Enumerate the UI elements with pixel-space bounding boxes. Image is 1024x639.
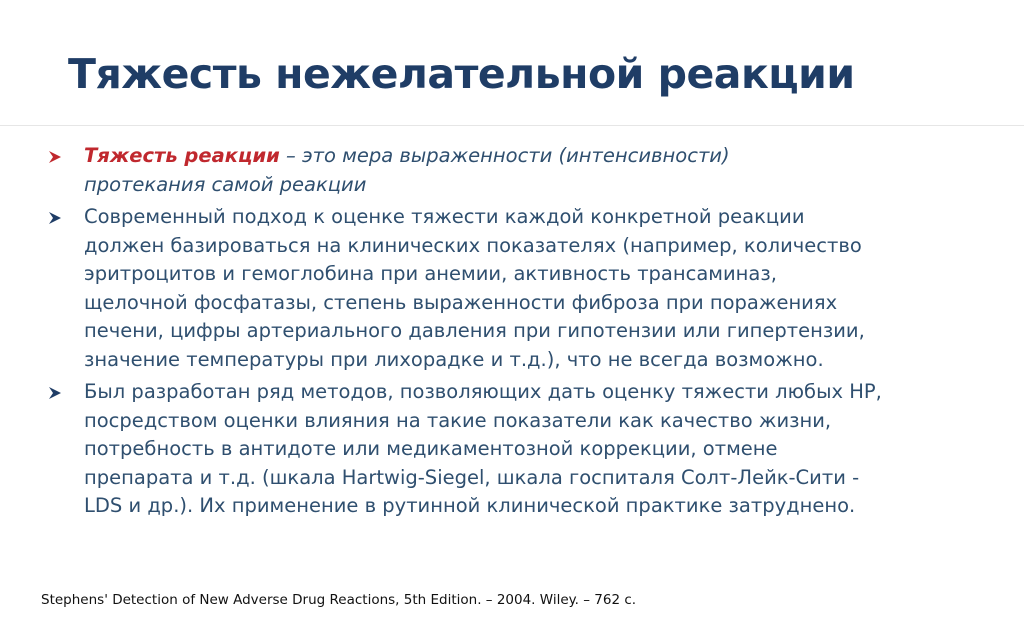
bullet-line: печени, цифры артериального давления при гипотензии или гипертензии, (84, 319, 865, 342)
bullet-line: посредством оценки влияния на такие показатели как качество жизни, (84, 408, 832, 432)
bullet-line: потребность в антидоте или медикаментозной коррекции, отмене (84, 437, 778, 460)
bullet-line: эритроцитов и гемоглобина при анемии, активность трансаминаз, (84, 262, 777, 285)
arrow-bullet-icon (48, 211, 62, 225)
bullet-item-severity-definition (44, 142, 1004, 199)
title-divider (0, 125, 1024, 126)
bullet-line: протекания самой реакции (84, 172, 367, 196)
bullet-line: препарата и т.д. (шкала Hartwig-Siegel, шкала госпиталя Солт-Лейк-Сити - (84, 465, 860, 489)
bullet-line: Был разработан ряд методов, позволяющих дать оценку тяжести любых НР, (84, 380, 882, 403)
bullet-line: должен базироваться на клинических показателях (например, количество (84, 233, 862, 257)
arrow-bullet-icon (48, 150, 62, 164)
citation-footnote: Stephens' Detection of New Adverse Drug Reactions, 5th Edition. – 2004. Wiley. – 762 с. (41, 592, 637, 608)
bullet-list (44, 142, 1004, 525)
bullet-line: – это мера выраженности (интенсивности) (279, 144, 730, 167)
bullet-line: значение температуры при лихорадке и т.д.), что не всегда возможно. (84, 347, 824, 371)
bullet-line: Современный подход к оценке тяжести каждой конкретной реакции (84, 205, 805, 228)
slide-title: Тяжесть нежелательной реакции (68, 50, 855, 98)
bullet-item-assessment-methods (44, 378, 1004, 521)
arrow-bullet-icon (48, 386, 62, 400)
bullet-line: щелочной фосфатазы, степень выраженности фиброза при поражениях (84, 290, 838, 314)
bullet-line: LDS и др.). Их применение в рутинной клинической практике затруднено. (84, 494, 856, 517)
bullet-item-modern-approach (44, 203, 1004, 374)
bullet-term: Тяжесть реакции (84, 144, 280, 167)
